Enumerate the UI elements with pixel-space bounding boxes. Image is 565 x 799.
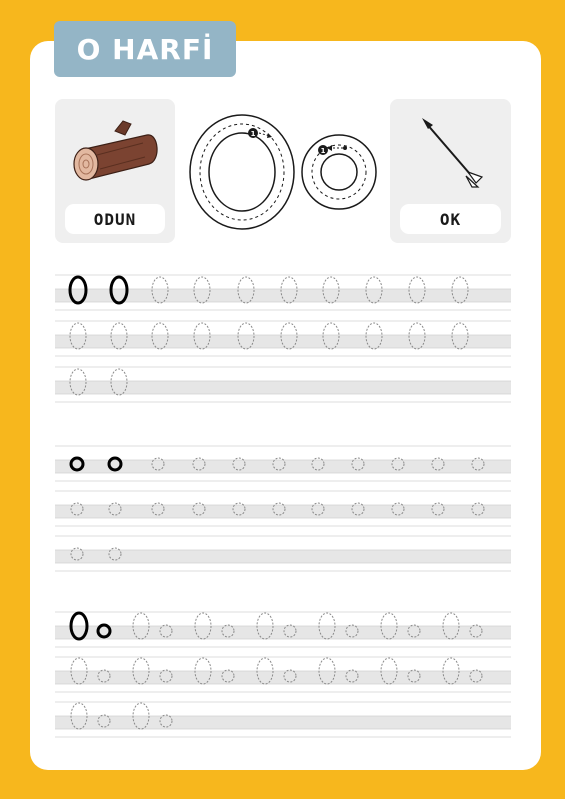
guide-band	[55, 716, 511, 729]
page-title: O HARFİ	[54, 21, 236, 77]
practice-row	[55, 367, 511, 402]
picture-label-odun: ODUN	[65, 204, 165, 234]
practice-row	[55, 321, 511, 356]
guide-band	[55, 505, 511, 518]
practice-row	[55, 612, 511, 647]
guide-band	[55, 460, 511, 473]
guide-band	[55, 550, 511, 563]
practice-row	[55, 702, 511, 737]
practice-row	[55, 536, 511, 571]
uppercase-step-number: 1	[250, 130, 256, 138]
picture-label-ok: OK	[400, 204, 501, 234]
practice-row	[55, 446, 511, 481]
lowercase-step-number: 1	[320, 147, 326, 155]
guide-band	[55, 671, 511, 684]
guide-band	[55, 626, 511, 639]
practice-row	[55, 491, 511, 526]
guide-band	[55, 335, 511, 348]
guide-band	[55, 381, 511, 394]
practice-row	[55, 275, 511, 310]
practice-row	[55, 657, 511, 692]
